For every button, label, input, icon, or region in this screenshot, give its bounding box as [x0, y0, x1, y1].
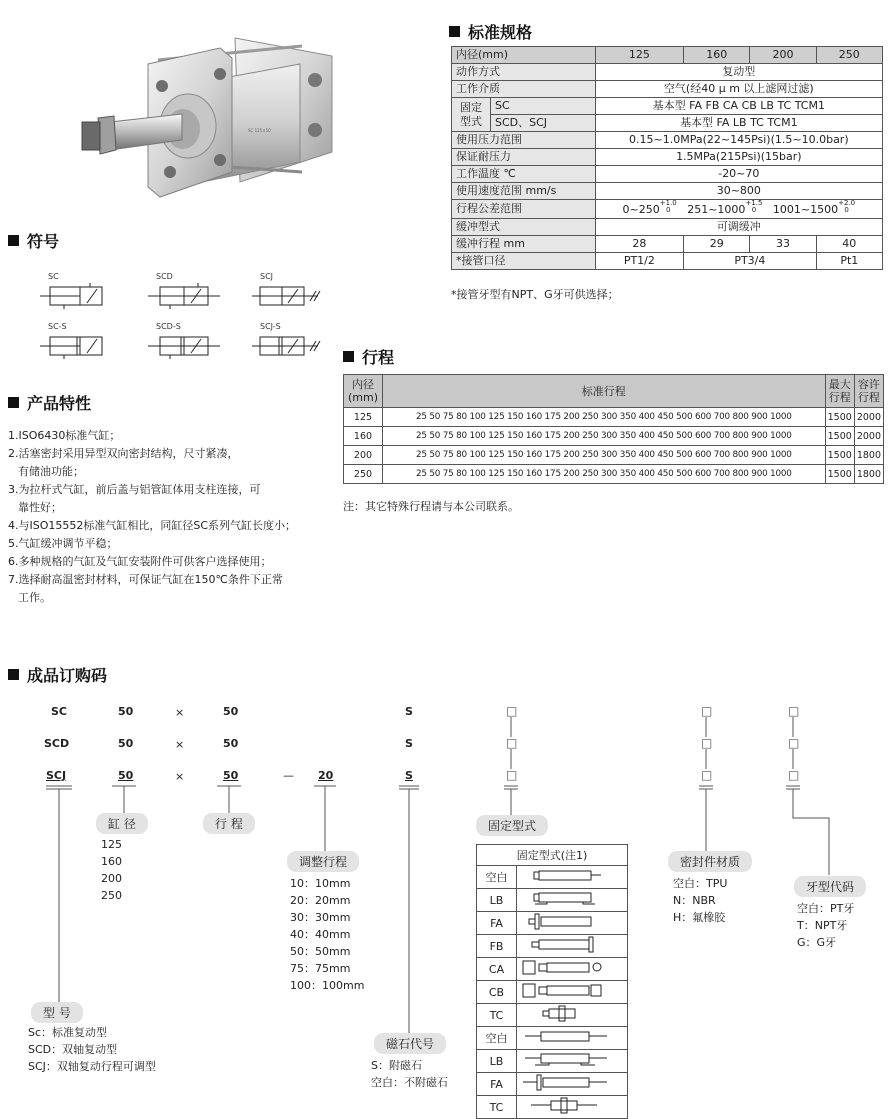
order-dash: —	[283, 769, 294, 782]
symbol-label-scj: SCJ	[260, 272, 274, 281]
mount-fb-icon	[517, 935, 627, 954]
mount-code: FA	[477, 1073, 517, 1096]
stroke-bore: 200	[344, 446, 383, 465]
feature-line: 靠性好；	[18, 501, 62, 514]
stroke-col-standard: 标准行程	[383, 375, 826, 408]
stroke-bore: 125	[344, 408, 383, 427]
thread-option-box: □	[788, 704, 800, 718]
adj-value: 100：100mm	[290, 979, 365, 992]
table-row	[477, 1027, 628, 1050]
mount-code: FB	[477, 935, 517, 958]
table-row	[477, 1050, 628, 1073]
spec-value: 30~800	[595, 183, 882, 200]
feature-line: 7.选择耐高温密封材料，可保证气缸在150℃条件下正常	[8, 573, 283, 586]
spec-note: *接管牙型有NPT、G牙可供选择；	[451, 288, 619, 301]
adj-value: 40：40mm	[290, 928, 351, 941]
stroke-values: 25 50 75 80 100 125 150 160 175 200 250 300 350 400 450 500 600 700 800 900 1000	[383, 446, 826, 465]
order-model-scd: SCD	[44, 737, 70, 750]
spec-section-title: 标准规格	[449, 20, 532, 43]
tol-sub-2: 0	[751, 206, 757, 214]
mount-option-box: □	[506, 768, 518, 782]
order-times-2: ×	[175, 738, 185, 751]
seal-label: 密封件材质	[668, 851, 752, 872]
table-row	[477, 912, 628, 935]
mount-fa-icon	[517, 912, 627, 931]
model-value: SCD：双轴复动型	[28, 1043, 118, 1056]
stroke-section-title: 行程	[343, 345, 394, 368]
stroke-allow: 2000	[854, 408, 883, 427]
tol-range-2: 251~1000	[687, 203, 746, 216]
table-row	[477, 981, 628, 1004]
stroke-note: 注：其它特殊行程请与本公司联系。	[343, 500, 519, 513]
spec-label: SC	[491, 98, 596, 115]
symbol-label-scd-s: SCD-S	[156, 322, 181, 331]
stroke-col-bore: 内径(mm)	[344, 375, 383, 408]
mount-option-box: □	[506, 704, 518, 718]
symbol-label-scj-s: SCJ-S	[260, 322, 281, 331]
order-stroke-1: 50	[223, 705, 239, 718]
seal-values	[673, 875, 727, 926]
thread-label: 牙型代码	[794, 876, 866, 897]
model-value: SCJ：双轴复动行程可调型	[28, 1060, 156, 1073]
stroke-bore: 250	[344, 465, 383, 484]
feature-line: 2.活塞密封采用异型双向密封结构，尺寸紧凑，	[8, 447, 239, 460]
table-row	[477, 1073, 628, 1096]
feature-line: 3.为拉杆式气缸，前后盖与铝管缸体用支柱连接，可	[8, 483, 261, 496]
spec-bore-125: 125	[595, 47, 683, 64]
magnet-values	[371, 1057, 448, 1091]
spec-value: PT1/2	[595, 253, 683, 270]
spec-value: 28	[595, 236, 683, 253]
spec-label: SCD、SCJ	[491, 115, 596, 132]
features-section-title: 产品特性	[8, 391, 91, 414]
order-mag-3: S	[405, 769, 413, 782]
spec-value: 29	[684, 236, 750, 253]
order-bore-3: 50	[118, 769, 134, 782]
thread-value: G：G牙	[797, 936, 837, 949]
spec-label: 工作介质	[452, 81, 596, 98]
thread-option-box: □	[788, 736, 800, 750]
seal-value: H：氟橡胶	[673, 911, 726, 924]
stroke-max: 1500	[825, 408, 854, 427]
tol-sub-3: 0	[844, 206, 849, 214]
mount-table-header: 固定型式(注1)	[477, 845, 628, 866]
spec-bore-250: 250	[816, 47, 882, 64]
feature-line: 有储油功能；	[18, 465, 84, 478]
model-value: Sc：标准复动型	[28, 1026, 108, 1039]
mount-cb-icon	[517, 981, 627, 1000]
order-mag-1: S	[405, 705, 413, 718]
spec-label: 动作方式	[452, 64, 596, 81]
thread-option-box: □	[788, 768, 800, 782]
adj-value: 10：10mm	[290, 877, 351, 890]
mount-ca-icon	[517, 958, 627, 977]
model-label: 型 号	[31, 1002, 83, 1023]
table-row	[477, 935, 628, 958]
order-adj-3: 20	[318, 769, 334, 782]
spec-label: 保证耐压力	[452, 149, 596, 166]
mount-double-basic-icon	[517, 1027, 627, 1046]
stroke-max: 1500	[825, 465, 854, 484]
stroke-label: 行 程	[203, 813, 255, 834]
magnet-label: 磁石代号	[374, 1033, 446, 1054]
stroke-allow: 1800	[854, 446, 883, 465]
bore-label: 缸 径	[96, 813, 148, 834]
table-row	[477, 1004, 628, 1027]
stroke-allow: 1800	[854, 465, 883, 484]
adj-stroke-values	[290, 875, 364, 994]
stroke-col-allow: 容许行程	[854, 375, 883, 408]
stroke-bore: 160	[344, 427, 383, 446]
symbol-label-sc-s: SC-S	[48, 322, 67, 331]
thread-value: T：NPT牙	[797, 919, 848, 932]
model-values	[28, 1024, 156, 1075]
spec-value: 1.5MPa(215Psi)(15bar)	[595, 149, 882, 166]
stroke-max: 1500	[825, 427, 854, 446]
order-model-sc: SC	[51, 705, 67, 718]
tol-sup-1: +1.0	[659, 199, 677, 207]
seal-value: 空白：TPU	[673, 877, 728, 890]
bore-values	[101, 836, 122, 904]
mount-code: TC	[477, 1096, 517, 1119]
spec-mount-label: 固定型式	[452, 98, 491, 132]
order-section-title: 成品订购码	[8, 663, 107, 686]
spec-value: PT3/4	[684, 253, 817, 270]
table-row	[477, 1096, 628, 1119]
tol-range-1: 0~250	[622, 203, 660, 216]
svg-text:SC 125×50: SC 125×50	[248, 128, 271, 133]
spec-label: 行程公差范围	[452, 200, 596, 219]
symbol-label-scd: SCD	[156, 272, 173, 281]
spec-value: 33	[750, 236, 816, 253]
spec-value: -20~70	[595, 166, 882, 183]
tol-sup-2: +1.5	[745, 199, 763, 207]
feature-line: 6.多种规格的气缸及气缸安装附件可供客户选择使用；	[8, 555, 272, 568]
symbol-section-title: 符号	[8, 229, 59, 252]
mount-code: LB	[477, 889, 517, 912]
table-row	[477, 958, 628, 981]
mount-double-tc-icon	[517, 1096, 627, 1115]
mount-tc-icon	[517, 1004, 627, 1023]
order-bore-2: 50	[118, 737, 134, 750]
mount-lb-icon	[517, 889, 627, 908]
spec-value: 基本型 FA LB TC TCM1	[595, 115, 882, 132]
mount-code: TC	[477, 1004, 517, 1027]
spec-label: 工作温度 ℃	[452, 166, 596, 183]
mount-label: 固定型式	[476, 815, 548, 836]
mount-code: CB	[477, 981, 517, 1004]
mount-code: 空白	[477, 1027, 517, 1050]
order-stroke-3: 50	[223, 769, 239, 782]
table-row	[477, 866, 628, 889]
mount-basic-icon	[517, 866, 627, 885]
feature-line: 1.ISO6430标准气缸；	[8, 429, 121, 442]
thread-values	[797, 900, 854, 951]
spec-label: 缓冲行程 mm	[452, 236, 596, 253]
mount-code: 空白	[477, 866, 517, 889]
spec-label: 使用压力范围	[452, 132, 596, 149]
adj-value: 75：75mm	[290, 962, 351, 975]
feature-line: 4.与ISO15552标准气缸相比，同缸径SC系列气缸长度小；	[8, 519, 297, 532]
tol-sub-1: 0	[665, 206, 671, 214]
feature-line: 工作。	[18, 591, 51, 604]
stroke-col-max: 最大行程	[825, 375, 854, 408]
bore-value: 160	[101, 855, 122, 868]
mount-type-table	[476, 844, 628, 1119]
spec-value: 空气(经40 μ m 以上滤网过滤)	[595, 81, 882, 98]
adj-stroke-label: 调整行程	[287, 851, 359, 872]
symbol-label-sc: SC	[48, 272, 59, 281]
order-times-1: ×	[175, 706, 185, 719]
magnet-value: S：附磁石	[371, 1059, 422, 1072]
mount-double-fa-icon	[517, 1073, 627, 1092]
spec-bore-160: 160	[684, 47, 750, 64]
adj-value: 50：50mm	[290, 945, 351, 958]
table-row	[477, 889, 628, 912]
spec-value: 复动型	[595, 64, 882, 81]
order-stroke-2: 50	[223, 737, 239, 750]
mount-code: CA	[477, 958, 517, 981]
adj-value: 20：20mm	[290, 894, 351, 907]
order-bore-1: 50	[118, 705, 134, 718]
tol-range-3: 1001~1500	[772, 203, 839, 216]
order-model-scj: SCJ	[46, 769, 67, 782]
seal-option-box: □	[701, 768, 713, 782]
magnet-value: 空白：不附磁石	[371, 1076, 448, 1089]
spec-label: 使用速度范围 mm/s	[452, 183, 596, 200]
mount-double-lb-icon	[517, 1050, 627, 1069]
seal-option-box: □	[701, 736, 713, 750]
stroke-allow: 2000	[854, 427, 883, 446]
seal-option-box: □	[701, 704, 713, 718]
spec-bore-200: 200	[750, 47, 816, 64]
spec-value: Pt1	[816, 253, 882, 270]
order-mag-2: S	[405, 737, 413, 750]
order-times-3: ×	[175, 770, 185, 783]
spec-value: 基本型 FA FB CA CB LB TC TCM1	[595, 98, 882, 115]
spec-header-label: 内径(mm)	[452, 47, 596, 64]
spec-value: 40	[816, 236, 882, 253]
adj-value: 30：30mm	[290, 911, 351, 924]
seal-value: N：NBR	[673, 894, 716, 907]
stroke-values: 25 50 75 80 100 125 150 160 175 200 250 300 350 400 450 500 600 700 800 900 1000	[383, 465, 826, 484]
spec-value: 0.15~1.0MPa(22~145Psi)(1.5~10.0bar)	[595, 132, 882, 149]
tol-sup-3: +2.0	[838, 199, 856, 207]
mount-option-box: □	[506, 736, 518, 750]
stroke-values: 25 50 75 80 100 125 150 160 175 200 250 300 350 400 450 500 600 700 800 900 1000	[383, 408, 826, 427]
spec-label: *接管口径	[452, 253, 596, 270]
bore-value: 250	[101, 889, 122, 902]
stroke-max: 1500	[825, 446, 854, 465]
bore-value: 200	[101, 872, 122, 885]
thread-value: 空白：PT牙	[797, 902, 855, 915]
feature-line: 5.气缸缓冲调节平稳；	[8, 537, 118, 550]
mount-code: FA	[477, 912, 517, 935]
spec-label: 缓冲型式	[452, 219, 596, 236]
spec-value: 可调缓冲	[595, 219, 882, 236]
bore-value: 125	[101, 838, 122, 851]
stroke-values: 25 50 75 80 100 125 150 160 175 200 250 300 350 400 450 500 600 700 800 900 1000	[383, 427, 826, 446]
mount-code: LB	[477, 1050, 517, 1073]
